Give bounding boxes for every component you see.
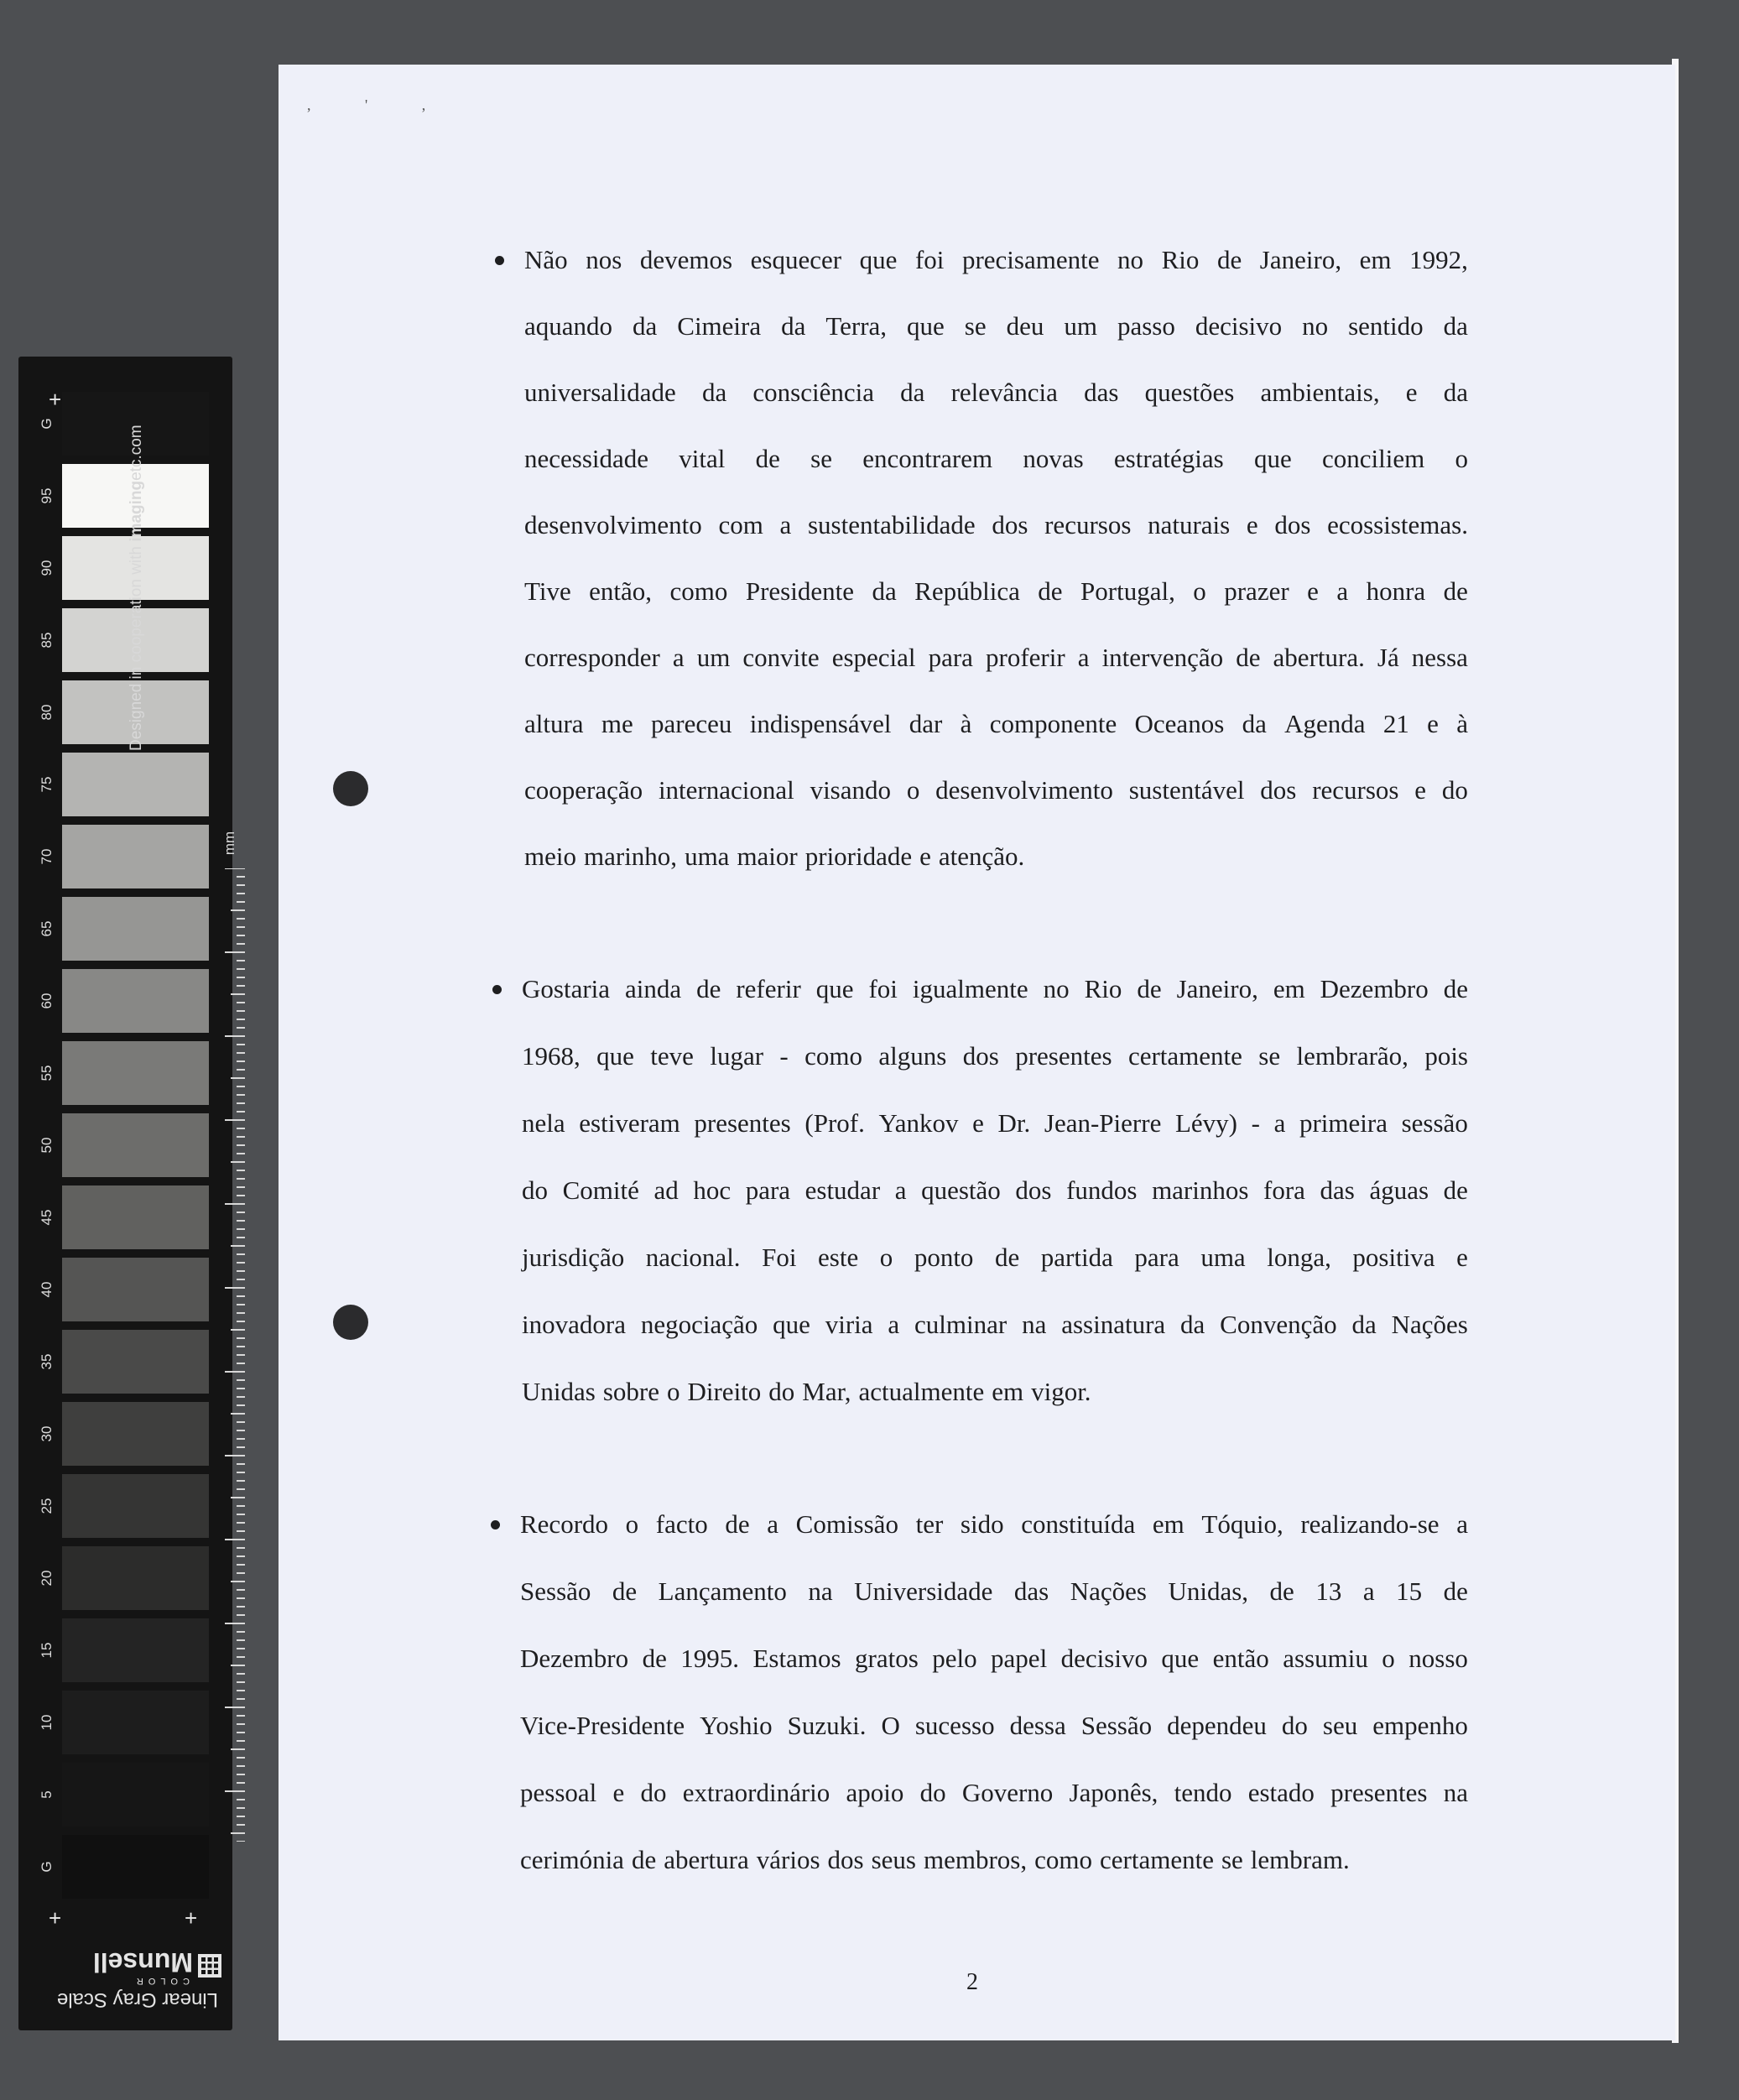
registration-mark: + <box>49 1905 62 1931</box>
bullet-icon <box>491 1520 500 1529</box>
gray-patch-label: 60 <box>39 993 55 1009</box>
gray-scale-card <box>18 357 238 2030</box>
paragraph-line: Unidas sobre o Direito do Mar, actualmente em vigor. <box>522 1377 1091 1406</box>
gray-patch <box>62 825 209 888</box>
bullet-icon <box>495 256 504 265</box>
gray-patch-label: G <box>39 1861 55 1873</box>
credit-text: Designed in cooperation with imagingetc.com <box>128 425 145 751</box>
paragraph-line: 1968, que teve lugar - como alguns dos presentes certamente se lembrarão, pois <box>522 1041 1468 1071</box>
paragraph-line: aquando da Cimeira da Terra, que se deu um passo decisivo no sentido da <box>524 311 1468 341</box>
gray-patch-label: 10 <box>39 1714 55 1731</box>
paragraph-line: necessidade vital de se encontrarem novas estratégias que conciliem o <box>524 444 1468 473</box>
gray-patch <box>62 1113 209 1177</box>
paragraph-line: cooperação internacional visando o desenvolvimento sustentável dos recursos e do <box>524 775 1468 805</box>
page-number: 2 <box>966 1969 978 1995</box>
paragraph-line: corresponder a um convite especial para proferir a intervenção de abertura. Já nessa <box>524 643 1468 672</box>
registration-mark: + <box>49 387 62 412</box>
gray-patch-label: 5 <box>39 1790 55 1799</box>
munsell-logo-icon <box>198 1954 221 1978</box>
gray-patch <box>62 753 209 816</box>
gray-patch-label: G <box>39 418 55 430</box>
paragraph-line: meio marinho, uma maior prioridade e atenção. <box>524 842 1025 871</box>
gray-patch <box>62 1618 209 1682</box>
scale-title: Linear Gray Scale <box>56 1988 218 2011</box>
gray-patch <box>62 1691 209 1754</box>
gray-patch <box>62 1258 209 1321</box>
gray-patch-label: 40 <box>39 1281 55 1298</box>
paragraph-line: Dezembro de 1995. Estamos gratos pelo papel decisivo que então assumiu o nosso <box>520 1644 1468 1673</box>
millimeter-ruler <box>220 868 245 1842</box>
gray-patch-label: 95 <box>39 487 55 504</box>
paragraph-line: altura me pareceu indispensável dar à componente Oceanos da Agenda 21 e à <box>524 709 1468 738</box>
gray-patch-label: 20 <box>39 1570 55 1587</box>
paragraph-line: Recordo o facto de a Comissão ter sido constituída em Tóquio, realizando-se a <box>520 1509 1468 1539</box>
munsell-branding <box>50 1942 226 2018</box>
paragraph-line: desenvolvimento com a sustentabilidade dos recursos naturais e dos ecossistemas. <box>524 510 1468 539</box>
gray-patch <box>62 1041 209 1105</box>
paragraph-line: cerimónia de abertura vários dos seus membros, como certamente se lembram. <box>520 1845 1350 1874</box>
gray-patch-label: 50 <box>39 1137 55 1154</box>
paragraph-line: universalidade da consciência da relevância das questões ambientais, e da <box>524 378 1468 407</box>
gray-patch-label: 70 <box>39 848 55 865</box>
gray-patch-label: 30 <box>39 1425 55 1442</box>
gray-patch <box>62 1835 209 1899</box>
gray-patch-label: 90 <box>39 560 55 576</box>
gray-patch <box>62 1185 209 1249</box>
paragraph-line: Não nos devemos esquecer que foi precisamente no Rio de Janeiro, em 1992, <box>524 245 1468 274</box>
punch-hole <box>333 1305 368 1340</box>
gray-patch <box>62 897 209 961</box>
gray-patch <box>62 969 209 1033</box>
bullet-icon <box>492 985 502 994</box>
brand-name: Munsell <box>92 1947 193 1978</box>
paragraph-line: Sessão de Lançamento na Universidade das Nações Unidas, de 13 a 15 de <box>520 1576 1468 1606</box>
paragraph-line: do Comité ad hoc para estudar a questão dos fundos marinhos fora das águas de <box>522 1175 1468 1205</box>
paragraph-line: jurisdição nacional. Foi este o ponto de partida para uma longa, positiva e <box>522 1243 1468 1272</box>
gray-patch-label: 65 <box>39 920 55 937</box>
paragraph-line: Vice-Presidente Yoshio Suzuki. O sucesso dessa Sessão dependeu do seu empenho <box>520 1711 1468 1740</box>
gray-patch-label: 45 <box>39 1209 55 1226</box>
paragraph-line: pessoal e do extraordinário apoio do Governo Japonês, tendo estado presentes na <box>520 1778 1468 1807</box>
gray-patch-label: 15 <box>39 1642 55 1659</box>
paragraph-line: inovadora negociação que viria a culminar na assinatura da Convenção da Nações <box>522 1310 1468 1339</box>
gray-patch <box>62 1330 209 1394</box>
paragraph-line: Gostaria ainda de referir que foi igualmente no Rio de Janeiro, em Dezembro de <box>522 974 1468 1003</box>
ruler-unit-label: mm <box>221 831 238 856</box>
document-page <box>279 65 1675 2040</box>
gray-patch <box>62 1546 209 1610</box>
gray-patch <box>62 1474 209 1538</box>
gray-patch <box>62 1402 209 1466</box>
gray-patch-label: 55 <box>39 1065 55 1081</box>
top-marks: , ' , <box>307 96 451 113</box>
gray-patch <box>62 1763 209 1826</box>
gray-patch-label: 80 <box>39 704 55 721</box>
gray-patch-label: 75 <box>39 776 55 793</box>
gray-patch-label: 85 <box>39 632 55 649</box>
punch-hole <box>333 771 368 806</box>
brand-subtitle: COLOR <box>131 1976 190 1986</box>
gray-patch-label: 25 <box>39 1498 55 1514</box>
paragraph-line: Tive então, como Presidente da República de Portugal, o prazer e a honra de <box>524 576 1468 606</box>
registration-mark: + <box>185 1905 198 1931</box>
paragraph-line: nela estiveram presentes (Prof. Yankov e Dr. Jean-Pierre Lévy) - a primeira sessão <box>522 1108 1468 1138</box>
gray-patch-label: 35 <box>39 1353 55 1370</box>
